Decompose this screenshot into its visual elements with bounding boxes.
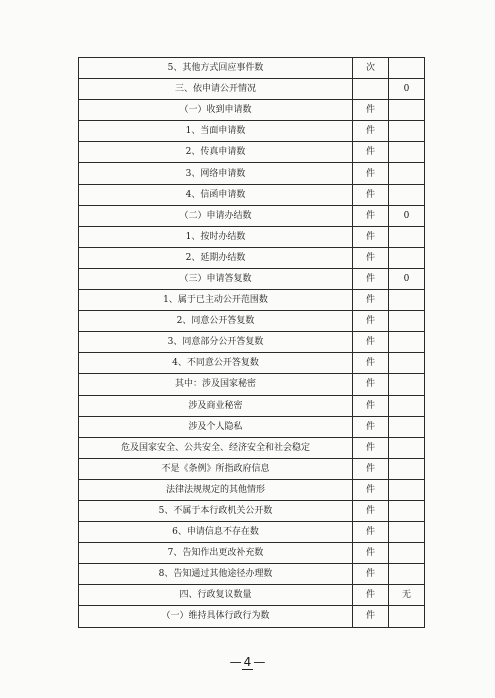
row-unit: 件 (353, 479, 389, 500)
table-row (79, 184, 425, 205)
page-number: — 4 — (229, 655, 266, 669)
row-unit: 件 (353, 205, 389, 226)
row-unit: 件 (353, 332, 389, 353)
row-label: （一）维持具体行政行为数 (79, 606, 353, 627)
row-label: （一）收到申请数 (79, 100, 353, 121)
row-label: 7、告知作出更改补充数 (79, 543, 353, 564)
table-row (79, 142, 425, 163)
row-label: 8、告知通过其他途径办理数 (79, 564, 353, 585)
row-label: 2、延期办结数 (79, 247, 353, 268)
row-label: 危及国家安全、公共安全、经济安全和社会稳定 (79, 437, 353, 458)
row-value (389, 416, 425, 437)
table-row (79, 374, 425, 395)
row-label: 1、当面申请数 (79, 121, 353, 142)
row-value (389, 184, 425, 205)
table-row (79, 58, 425, 79)
table-row (79, 247, 425, 268)
row-label: 涉及个人隐私 (79, 416, 353, 437)
row-value (389, 500, 425, 521)
row-value (389, 58, 425, 79)
row-unit: 件 (353, 121, 389, 142)
row-label: 法律法规规定的其他情形 (79, 479, 353, 500)
row-unit: 件 (353, 437, 389, 458)
table-row (79, 416, 425, 437)
table-row (79, 332, 425, 353)
row-value (389, 311, 425, 332)
row-unit: 件 (353, 353, 389, 374)
row-value (389, 437, 425, 458)
table-row (79, 585, 425, 606)
table-row (79, 290, 425, 311)
row-unit: 件 (353, 311, 389, 332)
row-unit: 件 (353, 395, 389, 416)
row-unit: 件 (353, 290, 389, 311)
table-row (79, 522, 425, 543)
table-row (79, 79, 425, 100)
row-value (389, 163, 425, 184)
row-label: 四、行政复议数量 (79, 585, 353, 606)
row-unit: 件 (353, 374, 389, 395)
table-row (79, 226, 425, 247)
row-unit: 件 (353, 543, 389, 564)
row-value (389, 522, 425, 543)
row-label: 4、信函申请数 (79, 184, 353, 205)
row-value: 0 (389, 268, 425, 289)
table-row (79, 395, 425, 416)
row-label: 涉及商业秘密 (79, 395, 353, 416)
row-unit: 件 (353, 606, 389, 627)
row-value (389, 458, 425, 479)
table-row (79, 564, 425, 585)
row-label: 4、不同意公开答复数 (79, 353, 353, 374)
row-label: 不是《条例》所指政府信息 (79, 458, 353, 479)
row-unit: 件 (353, 416, 389, 437)
row-value (389, 543, 425, 564)
table-row (79, 121, 425, 142)
row-value: 0 (389, 205, 425, 226)
row-unit: 件 (353, 226, 389, 247)
table-row (79, 268, 425, 289)
row-unit: 件 (353, 585, 389, 606)
row-label: （二）申请办结数 (79, 205, 353, 226)
row-label: 2、传真申请数 (79, 142, 353, 163)
row-label: 5、不属于本行政机关公开数 (79, 500, 353, 521)
row-unit: 件 (353, 564, 389, 585)
table-row (79, 500, 425, 521)
row-value: 0 (389, 79, 425, 100)
row-label: 6、申请信息不存在数 (79, 522, 353, 543)
row-unit: 件 (353, 500, 389, 521)
table-row (79, 353, 425, 374)
row-label: 其中：涉及国家秘密 (79, 374, 353, 395)
statistics-table (78, 57, 425, 628)
row-value (389, 247, 425, 268)
row-label: 三、依申请公开情况 (79, 79, 353, 100)
row-value (389, 374, 425, 395)
row-value (389, 395, 425, 416)
row-unit: 件 (353, 268, 389, 289)
row-unit: 件 (353, 142, 389, 163)
row-unit: 件 (353, 163, 389, 184)
row-unit: 件 (353, 100, 389, 121)
statistics-table-body (79, 58, 425, 628)
row-value (389, 121, 425, 142)
row-value: 无 (389, 585, 425, 606)
page-number-value: 4 (243, 655, 252, 669)
table-row (79, 205, 425, 226)
row-label: （三）申请答复数 (79, 268, 353, 289)
row-label: 1、属于已主动公开范围数 (79, 290, 353, 311)
table-row (79, 543, 425, 564)
row-value (389, 226, 425, 247)
row-unit: 件 (353, 522, 389, 543)
row-unit: 件 (353, 247, 389, 268)
row-unit: 件 (353, 458, 389, 479)
table-row (79, 163, 425, 184)
row-value (389, 564, 425, 585)
row-unit: 件 (353, 184, 389, 205)
row-value (389, 332, 425, 353)
row-label: 3、网络申请数 (79, 163, 353, 184)
table-row (79, 479, 425, 500)
table-row (79, 311, 425, 332)
table-row (79, 606, 425, 627)
row-value (389, 353, 425, 374)
table-row (79, 100, 425, 121)
table-row (79, 458, 425, 479)
row-label: 1、按时办结数 (79, 226, 353, 247)
row-value (389, 142, 425, 163)
row-label: 2、同意公开答复数 (79, 311, 353, 332)
row-label: 3、同意部分公开答复数 (79, 332, 353, 353)
row-value (389, 479, 425, 500)
row-value (389, 606, 425, 627)
row-unit: 次 (353, 58, 389, 79)
row-value (389, 290, 425, 311)
row-value (389, 100, 425, 121)
table-row (79, 437, 425, 458)
row-label: 5、其他方式回应事件数 (79, 58, 353, 79)
row-unit (353, 79, 389, 100)
